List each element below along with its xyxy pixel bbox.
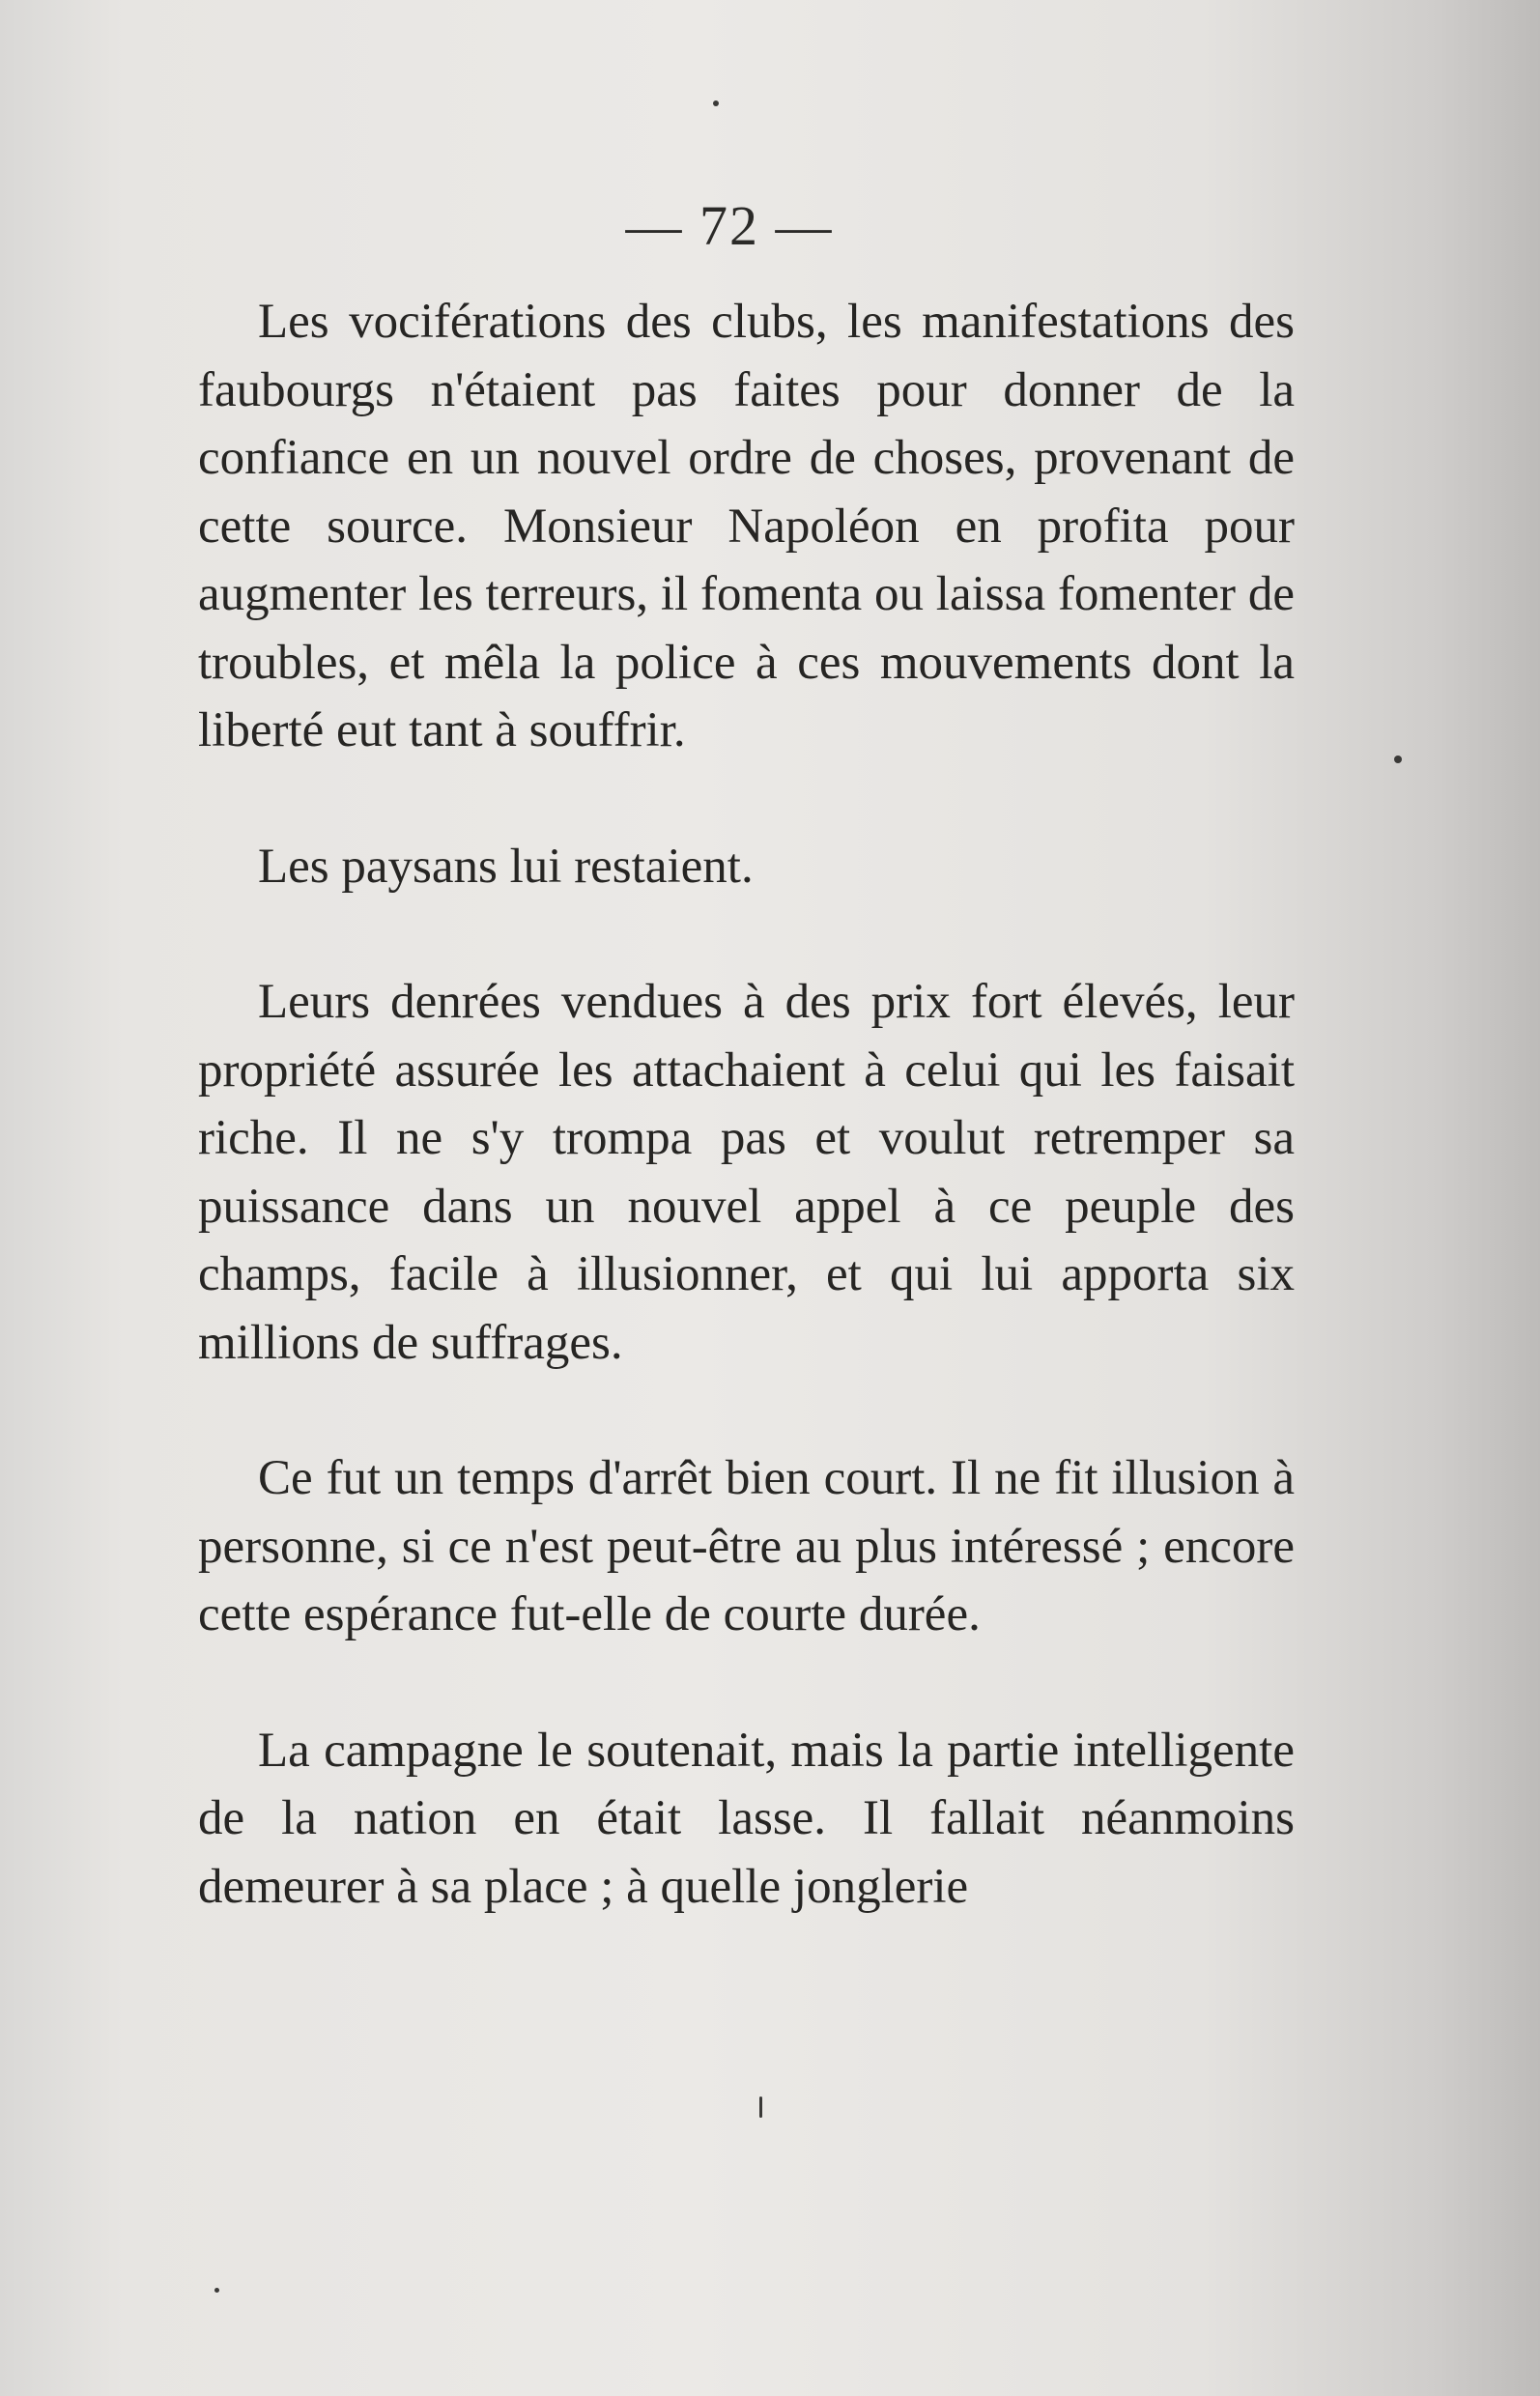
ink-speck — [759, 2096, 762, 2118]
paragraph-gap — [198, 765, 1295, 833]
ink-speck — [713, 100, 719, 106]
body-text — [198, 288, 1295, 1921]
paragraph-gap — [198, 900, 1295, 968]
paragraph-3: Leurs denrées vendues à des prix fort élevés, leur propriété assurée les attachaient à celui qui les faisait riche. Il ne s'y trompa pas et voulut retremper sa puissance dans un nouvel appel à ce peuple des champs, facile à illusionner, et qui lui apporta six millions de suffrages. — [198, 975, 1295, 1370]
paragraph-4: Ce fut un temps d'arrêt bien court. Il ne fit illusion à personne, si ce n'est peut-être au plus intéressé ; encore cette espérance fut-elle de courte durée. — [198, 1451, 1295, 1641]
paragraph-gap — [198, 1377, 1295, 1444]
ink-speck — [214, 2288, 219, 2293]
paragraph-1: Les vociférations des clubs, les manifestations des faubourgs n'étaient pas faites pour donner de la confiance en un nouvel ordre de choses, provenant de cette source. Monsieur Napoléon en profita pour augmenter les terreurs, il fomenta ou laissa fomenter de troubles, et mêla la police à ces mouvements dont la liberté eut tant à souffrir. — [198, 295, 1295, 757]
paragraph-5: La campagne le soutenait, mais la partie intelligente de la nation en était lasse. Il fallait néanmoins demeurer à sa place ; à quelle jonglerie — [198, 1723, 1295, 1914]
paragraph-2: Les paysans lui restaient. — [258, 839, 754, 894]
ink-speck — [1394, 756, 1402, 763]
paragraph-gap — [198, 1649, 1295, 1717]
page-number: — 72 — — [625, 194, 834, 257]
